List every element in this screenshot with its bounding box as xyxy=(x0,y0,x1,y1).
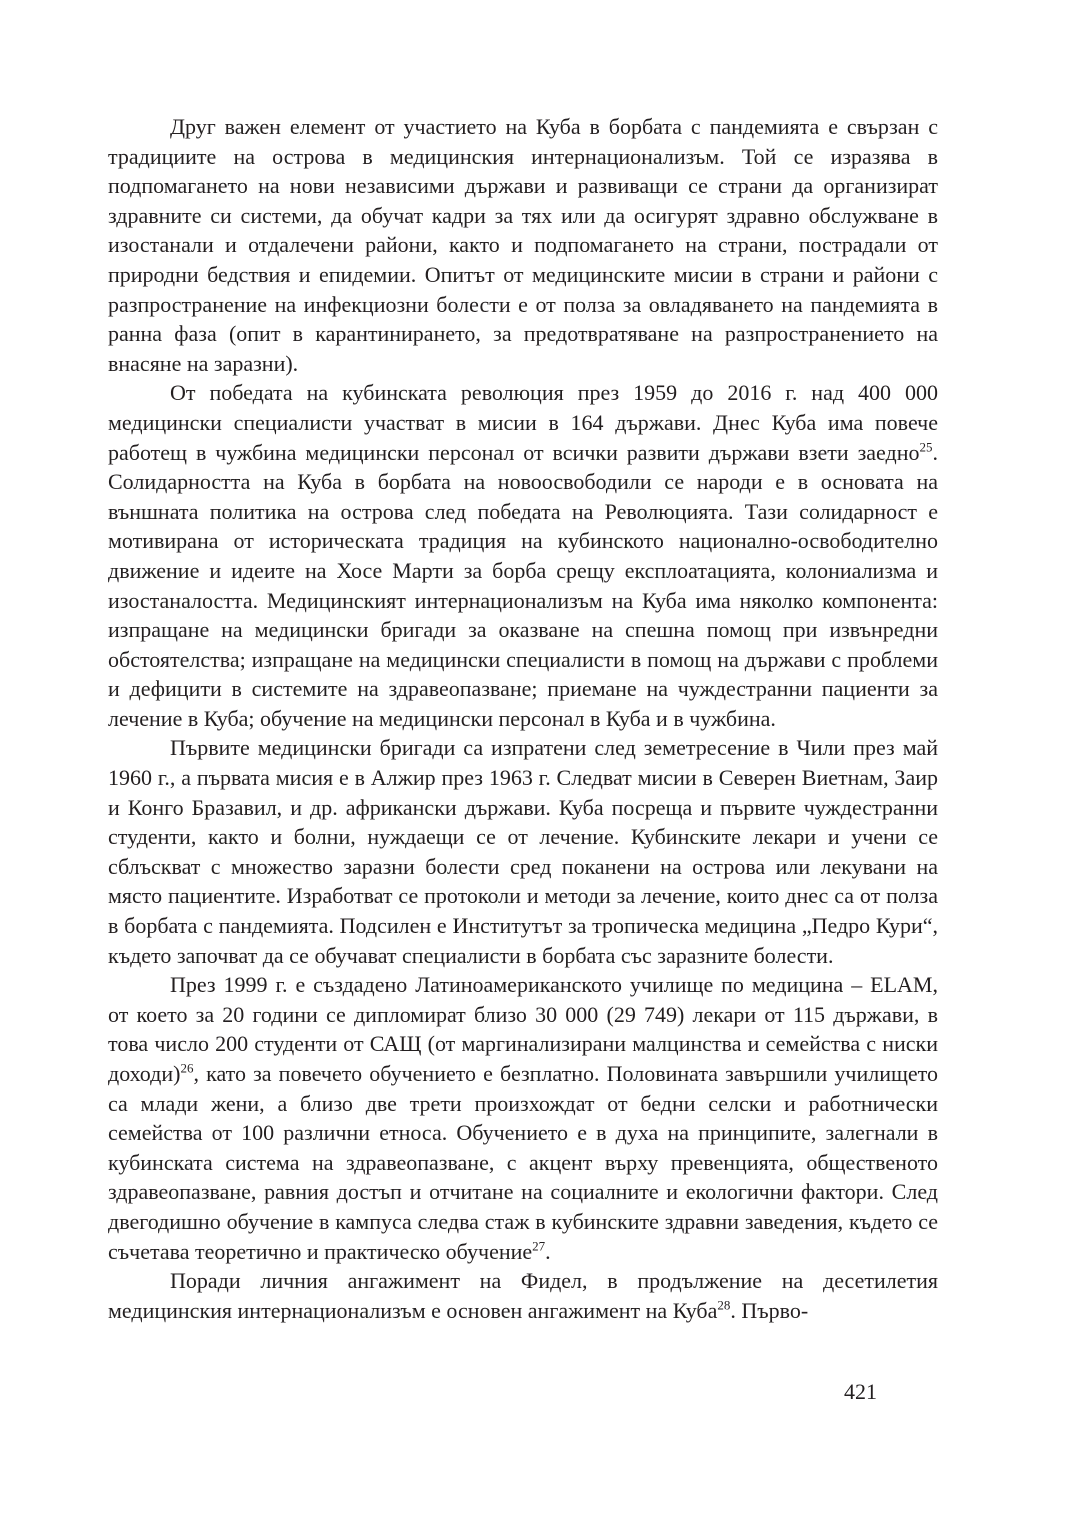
paragraph-4-text-c: . xyxy=(545,1238,551,1264)
footnote-ref-27[interactable]: 27 xyxy=(532,1238,546,1254)
footnote-ref-26[interactable]: 26 xyxy=(180,1060,194,1076)
paragraph-2-text-a: От победата на кубинската революция през 1959 до 2016 г. над 400 000 медицински специалисти участват в мисии в 164 държави. Днес Куба има повече работещ в чужбина медицински персонал от всички развити държави взети заедно xyxy=(108,380,938,465)
paragraph-4-text-a: През 1999 г. е създадено Латиноамериканското училище по медицина – ELAM, от което за 20 години се дипломират близо 30 000 (29 749) лекари от 115 държави, в това число 200 студенти от САЩ (от маргинализирани малцинства и семейства с ниски доходи) xyxy=(108,972,938,1086)
paragraph-1 xyxy=(108,112,938,378)
paragraph-2 xyxy=(108,378,938,733)
footnote-ref-28[interactable]: 28 xyxy=(717,1297,731,1313)
paragraph-4 xyxy=(108,970,938,1266)
page-number: 421 xyxy=(844,1379,877,1404)
paragraph-3 xyxy=(108,733,938,970)
paragraph-3-text: Първите медицински бригади са изпратени след земетресение в Чили през май 1960 г., а първата мисия е в Алжир през 1963 г. Следват мисии в Северен Виетнам, Заир и Конго Бразавил, и др. африкански държави. Куба посреща и първите чуждестранни студенти, както и болни, нуждаещи се от лечение. Кубинските лекари и учени се сблъскват с множество заразни болести сред поканени на острова или лекувани на място пациентите. Изработват се протоколи и методи за лечение, които днес са от полза в борбата с пандемията. Подсилен е Институтът за тропическа медицина „Педро Кури“, където започват да се обучават специалисти в борбата със заразните болести. xyxy=(108,735,938,968)
paragraph-5-text-a: Поради личния ангажимент на Фидел, в продължение на десетилетия медицинския интернационализъм е основен ангажимент на Куба xyxy=(108,1268,938,1323)
body-text xyxy=(108,112,938,1325)
paragraph-4-text-b: , като за повечето обучението е безплатно. Половината завършили училището са млади жени, а близо две трети произхождат от бедни селски и работнически семейства от 100 различни етноса. Обучението е в духа на принципите, залегнали в кубинската система на здравеопазване, с акцент върху превенцията, общественото здравеопазване, равния достъп и отчитане на социалните и екологични фактори. След двегодишно обучение в кампуса следва стаж в кубинските здравни заведения, където се съчетава теоретично и практическо обучение xyxy=(108,1061,938,1264)
paragraph-1-text: Друг важен елемент от участието на Куба в борбата с пандемията е свързан с традициите на острова в медицинския интернационализъм. Той се изразява в подпомагането на нови независими държави и развиващи се страни да организират здравните си системи, да обучат кадри за тях или да осигурят здравно обслужване в изостанали и отдалечени райони, както и подпомагането на страни, пострадали от природни бедствия и епидемии. Опитът от медицинските мисии в страни и райони с разпространение на инфекциозни болести е от полза за овладяването на пандемията в ранна фаза (опит в карантинирането, за предотвратяване на разпространението на внасяне на заразни). xyxy=(108,114,938,376)
paragraph-2-text-b: . Солидарността на Куба в борбата на новоосвободили се народи е в основата на външната политика на острова след победата на Революцията. Тази солидарност е мотивирана от историческата традиция на кубинското национално-освободително движение и идеите на Хосе Марти за борба срещу експлоатацията, колониализма и изостаналостта. Медицинският интернационализъм на Куба има няколко компонента: изпращане на медицински бригади за оказване на спешна помощ при извънредни обстоятелства; изпращане на медицински специалисти в помощ на държави с проблеми и дефицити в системите на здравеопазване; приемане на чуждестранни пациенти за лечение в Куба; обучение на медицински персонал в Куба и в чужбина. xyxy=(108,439,938,731)
paragraph-5-text-b: . Първо- xyxy=(730,1297,809,1323)
paragraph-5 xyxy=(108,1266,938,1325)
footnote-ref-25[interactable]: 25 xyxy=(919,439,933,455)
